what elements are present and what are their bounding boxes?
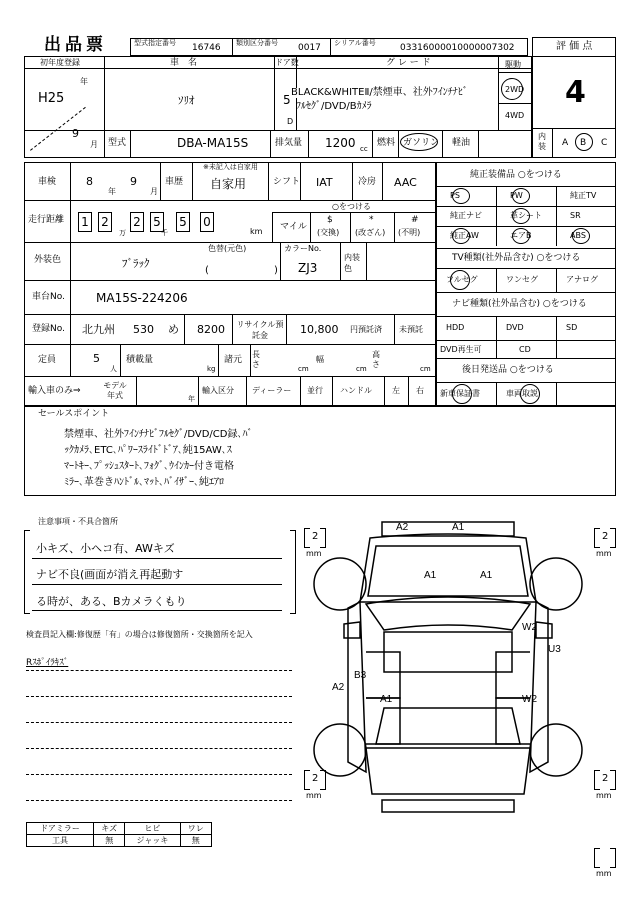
tv-item: ワンセグ bbox=[506, 275, 538, 284]
dmg-label: A1 bbox=[452, 522, 465, 533]
dmg-label: A1 bbox=[480, 570, 493, 581]
grade-line1: BLACK&WHITEⅡ/禁煙車、社外ﾌｲﾝﾁﾅﾋﾞ bbox=[291, 87, 468, 98]
nav-item: DVD bbox=[506, 323, 524, 332]
serial-no: 03316000010000007302 bbox=[400, 43, 515, 53]
tire-tread-value: 2 bbox=[312, 531, 319, 542]
mileage-digit: 5 bbox=[176, 212, 190, 232]
interior-b-circle bbox=[575, 133, 593, 151]
sales-line: ﾏｰﾄｷｰ､ﾌﾟｯｼｭｽﾀｰﾄ､ﾌｫｸﾞ､ｳｲﾝｶｰ付き電格 bbox=[64, 461, 234, 472]
type-no: 16746 bbox=[192, 43, 221, 53]
equipment-item: SR bbox=[570, 211, 581, 220]
equipment-item: ABS bbox=[570, 231, 586, 240]
mileage-digit: 0 bbox=[200, 212, 214, 232]
reg-kana: め bbox=[168, 323, 179, 336]
dmg-label: A1 bbox=[424, 570, 437, 581]
equipment-title: 純正装備品 ○をつける bbox=[470, 170, 562, 180]
color-code: ZJ3 bbox=[298, 261, 318, 275]
nav-item: HDD bbox=[446, 323, 465, 332]
dmg-label: A2 bbox=[396, 522, 409, 533]
first-reg-year: H25 bbox=[38, 91, 65, 106]
car-damage-diagram bbox=[300, 512, 640, 832]
sales-line: ｯｸｶﾒﾗ､ETC､ﾊﾟﾜｰｽﾗｲﾄﾞﾄﾞｱ､純15AW､ｽ bbox=[64, 445, 232, 456]
score-value: 4 bbox=[565, 75, 586, 110]
tools-table: ドアミラー キズ ヒビ ワレ 工具 無 ジャッキ 無 bbox=[26, 822, 212, 847]
equipment-item: エアB bbox=[510, 231, 532, 240]
dmg-label: A2 bbox=[332, 682, 345, 693]
dmg-label: W2 bbox=[522, 694, 537, 705]
dmg-label: B3 bbox=[354, 670, 367, 681]
inspection-year: 8 bbox=[86, 175, 93, 188]
mileage-digit: 1 bbox=[78, 212, 92, 232]
capacity: 5 bbox=[93, 352, 100, 365]
inspection-month: 9 bbox=[130, 175, 137, 188]
tv-title: TV種類(社外品含む) ○をつける bbox=[452, 253, 581, 263]
chassis-no: MA15S-224206 bbox=[96, 291, 188, 305]
equipment-item: PW bbox=[510, 191, 523, 200]
dmg-label: A1 bbox=[380, 694, 393, 705]
tire-tread-value: 2 bbox=[602, 531, 609, 542]
exterior-color: ﾌﾞﾗｯｸ bbox=[122, 257, 150, 270]
reg-class: 530 bbox=[133, 323, 154, 336]
mileage-digit: 2 bbox=[130, 212, 144, 232]
form-title: 出品票 bbox=[44, 35, 107, 55]
inspector-line: Rｽﾎﾟｲﾗｷｽﾞ bbox=[26, 658, 69, 668]
dmg-label: W2 bbox=[522, 622, 537, 633]
equipment-item: 純正ナビ bbox=[450, 211, 482, 220]
tire-unit: mm bbox=[596, 549, 612, 558]
displacement: 1200 bbox=[325, 136, 356, 150]
reg-area: 北九州 bbox=[82, 323, 115, 336]
first-reg-month: 9 bbox=[72, 127, 79, 140]
nav-item: SD bbox=[566, 323, 578, 332]
equipment-item: 純正AW bbox=[450, 231, 479, 240]
equipment-item: 純正TV bbox=[570, 191, 597, 200]
sales-line: ﾐﾗｰ､革巻きﾊﾝﾄﾞﾙ､ﾏｯﾄ､ﾊﾞｲｻﾞｰ､純ｴｱﾛ bbox=[64, 477, 224, 488]
shift-type: IAT bbox=[316, 176, 333, 189]
tire-unit: mm bbox=[596, 791, 612, 800]
tv-item: アナログ bbox=[566, 275, 598, 284]
door-count: 5 bbox=[283, 93, 291, 107]
dmg-label: U3 bbox=[548, 644, 561, 655]
drive-2wd-circle bbox=[501, 78, 523, 100]
note-line: る時が、ある、Bカメラくもり bbox=[36, 595, 187, 608]
model-code: DBA-MA15S bbox=[177, 136, 249, 150]
mileage-digit: 2 bbox=[98, 212, 112, 232]
tire-tread-value: 2 bbox=[312, 773, 319, 784]
note-line: ナビ不良(画面が消え再起動す bbox=[36, 568, 184, 581]
tire-unit: mm bbox=[306, 791, 322, 800]
class-no: 0017 bbox=[298, 43, 321, 53]
later-title: 後日発送品 ○をつける bbox=[462, 365, 554, 375]
mileage-digit: 5 bbox=[150, 212, 164, 232]
equipment-item: PS bbox=[450, 191, 460, 200]
reg-number: 8200 bbox=[197, 323, 225, 336]
grade-line2: ﾌﾙｾｸﾞ/DVD/Bｶﾒﾗ bbox=[296, 101, 372, 112]
equipment-item: 革シート bbox=[510, 211, 542, 220]
vehicle-history: 自家用 bbox=[210, 177, 247, 191]
note-line: 小キズ、小ヘコ有、AWキズ bbox=[36, 542, 175, 555]
recycle-fee: 10,800 bbox=[300, 323, 339, 336]
inspector-label: 検査員記入欄:修復歴「有」の場合は修復箇所・交換箇所を記入 bbox=[26, 630, 253, 639]
tire-tread-value: 2 bbox=[602, 773, 609, 784]
tv-item: フルセグ bbox=[446, 275, 478, 284]
notes-label: 注意事項・不具合箇所 bbox=[38, 517, 118, 526]
fuel-gas-circle bbox=[400, 133, 438, 151]
tire-unit: mm bbox=[306, 549, 322, 558]
aircon-type: AAC bbox=[394, 176, 417, 189]
nav-title: ナビ種類(社外品含む) ○をつける bbox=[452, 299, 587, 309]
sales-line: 禁煙車、社外ﾌｲﾝﾁﾅﾋﾞﾌﾙｾｸﾞ/DVD/CD録､ﾊﾞ bbox=[64, 429, 253, 440]
vehicle-name: ｿﾘｵ bbox=[178, 94, 195, 107]
tire-unit: mm bbox=[596, 869, 612, 878]
